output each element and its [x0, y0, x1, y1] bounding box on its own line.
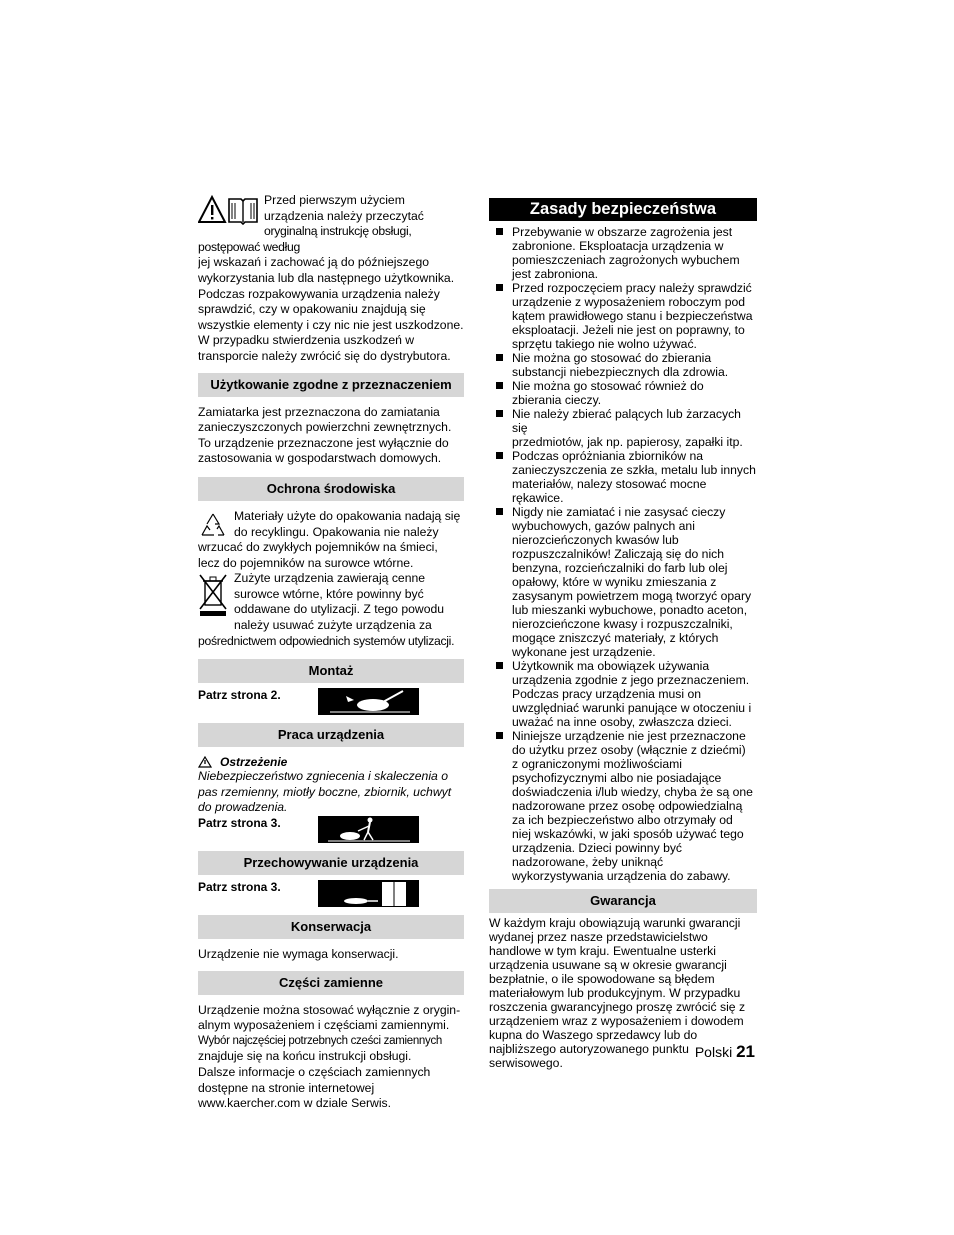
text-line: oddawane do utylizacji. Z tego powodu	[234, 602, 445, 617]
text-line: Podczas rozpakowywania urządzenia należy	[198, 286, 440, 301]
text-line: należy usuwać zużyte urządzenia za	[234, 618, 432, 633]
text-line: Urządzenie można stosować wyłącznie z orygin-	[198, 1002, 461, 1017]
text-line: To urządzenie przeznaczone jest wyłącznie do	[198, 435, 449, 450]
text-line: rozpuszczalników! Zaliczają się do nich	[512, 547, 725, 561]
text-line: substancji niebezpiecznych dla zdrowia.	[512, 365, 729, 379]
text-line: materiałowym lub produkcyjnym. W przypadku	[489, 986, 741, 1000]
text-line: wykorzystania lub dla następnego użytkownika.	[198, 270, 455, 285]
left-column	[198, 193, 464, 1112]
text-line: niej wskazówki, w jaki sposób używać tego	[512, 827, 744, 841]
see-page-row	[198, 688, 464, 715]
text-line: jest zabroniona.	[512, 267, 599, 281]
text-line: z ograniczonymi możliwościami	[512, 757, 682, 771]
text-line: Zamiatarka jest przeznaczona do zamiatania	[198, 404, 440, 419]
safety-list-item	[489, 729, 757, 883]
text-line: lecz do pojemników na surowce wtórne.	[198, 555, 414, 570]
text-line: psychofizycznymi albo nie posiadające	[512, 771, 722, 785]
text-line: Wybór najczęściej potrzebnych cześci zamiennych	[198, 1034, 443, 1047]
text-line: doświadczenia i/lub wiedzy, chyba że są one	[512, 785, 753, 799]
warning-heading	[198, 755, 464, 769]
text-line: Nigdy nie zamiatać i nie zasysać cieczy	[512, 505, 726, 519]
text-line: alnym wyposażeniem i częściami zamiennymi.	[198, 1018, 450, 1033]
see-page-text: Patrz strona 2.	[198, 688, 281, 703]
safety-list-item	[489, 659, 757, 729]
text-line: zabronione. Eksploatacja urządzenia w	[512, 239, 724, 253]
section-heading-assembly: Montaż	[198, 659, 464, 683]
text-line: Urządzenie nie wymaga konserwacji.	[198, 947, 399, 962]
text-line: Materiały użyte do opakowania nadają się	[234, 508, 461, 523]
see-page-text: Patrz strona 3.	[198, 880, 281, 895]
text-line: Przebywanie w obszarze zagrożenia jest	[512, 225, 733, 239]
text-line: uwzględniać warunki panujące w otoczeniu i	[512, 701, 752, 715]
safety-list-item	[489, 379, 757, 407]
safety-list-item	[489, 225, 757, 281]
text-line: Przed pierwszym użyciem	[264, 193, 405, 207]
safety-list-item	[489, 407, 757, 449]
section-heading-operation: Praca urządzenia	[198, 723, 464, 747]
text-line: do recyklingu. Opakowania nie należy	[234, 524, 439, 539]
text-line: Podczas pracy urządzenia musi on	[512, 687, 702, 701]
text-line: wykorzystywania urządzenia do zabawy.	[512, 869, 731, 883]
text-line: kupna do Waszego sprzedawcy lub do	[489, 1028, 698, 1042]
text-line: mogące zniszczyć materiały, z których	[512, 631, 719, 645]
text-line: surowce wtórne, które powinny być	[234, 586, 424, 601]
text-line: benzyna, rozcieńczalniki do farb lub olej	[512, 561, 728, 575]
text-line: urządzenia zgodnie z jego przeznaczeniem.	[512, 673, 750, 687]
text-line: sprzętu takiego nie wolno używać.	[512, 337, 697, 351]
text-line: Nie należy zbierać palących lub żarzacych się	[512, 407, 741, 435]
text-line: Przed rozpoczęciem pracy należy sprawdzić	[512, 281, 752, 295]
warning-title: Ostrzeżenie	[220, 755, 288, 770]
safety-list	[489, 225, 757, 883]
section-heading-spare-parts: Części zamienne	[198, 971, 464, 995]
crossed-bin-icon	[198, 573, 228, 618]
text-line: Podczas opróżniania zbiorników na	[512, 449, 704, 463]
text-line: zasysanym powietrzem mogą tworzyć opary	[512, 589, 752, 603]
text-line: zanieczyszczenia ze szkła, metalu lub innych	[512, 463, 756, 477]
text-line: urządzenie z wyposażeniem roboczym pod	[512, 295, 746, 309]
text-line: W każdym kraju obowiązują warunki gwarancji	[489, 916, 741, 930]
warning-manual-icon	[198, 195, 258, 225]
safety-list-item	[489, 281, 757, 351]
operation-illustration	[318, 816, 419, 843]
storage-illustration	[318, 880, 419, 907]
safety-list-item	[489, 449, 757, 505]
text-line: dostępne na stronie internetowej	[198, 1080, 375, 1095]
text-line: nierozcieńczone kwasy i rozpuszczalniki,	[512, 617, 733, 631]
safety-list-item	[489, 351, 757, 379]
text-line: nadzorowane przez osobę odpowiedzialną	[512, 799, 743, 813]
section-heading-warranty: Gwarancja	[489, 889, 757, 913]
text-line: urządzenia należy przeczytać	[264, 208, 424, 223]
safety-list-item	[489, 505, 757, 659]
text-line: materiałów, nalezy stosować mocne rękawice.	[512, 477, 707, 505]
text-line: wykonane jest urządzenie.	[512, 645, 656, 659]
text-line: transporcie należy zwrócić się do dystrybutora.	[198, 348, 451, 363]
text-line: kątem prawidłowego stanu i bezpieczeństwa	[512, 309, 753, 323]
text-line: pomieszczeniach zagrożonych wybuchem	[512, 253, 740, 267]
text-line: Nie można go stosować do zbierania	[512, 351, 712, 365]
text-line: wrzucać do zwykłych pojemników na śmieci,	[198, 540, 438, 555]
text-line: sprawdzić, czy w opakowaniu znajdują się	[198, 302, 426, 317]
text-line: Użytkownik ma obowiązek używania	[512, 659, 710, 673]
text-line: zastosowania w gospodarstwach domowych.	[198, 451, 442, 466]
right-column	[489, 198, 757, 1070]
text-line: Dalsze informacje o częściach zamiennych	[198, 1065, 431, 1079]
section-heading-environment: Ochrona środowiska	[198, 477, 464, 501]
text-line: przedmiotów, jak np. papierosy, zapałki itp.	[512, 435, 743, 449]
text-line: nadzorowane, żeby uniknąć	[512, 855, 664, 869]
text-line: opałowy, które w wyniku zmieszania z	[512, 575, 717, 589]
text-line: oryginalną instrukcję obsługi, postępować według	[198, 224, 412, 254]
text-line: bezpłatnie, o ile spowodowane są błędem	[489, 972, 715, 986]
text-line: jej wskazań i zachować ją do późniejszego	[198, 255, 430, 270]
text-line: W przypadku stwierdzenia uszkodzeń w	[198, 333, 415, 348]
text-line: urządzenia. Dzieci powinny być	[512, 841, 683, 855]
text-line: znajduje się na końcu instrukcji obsługi.	[198, 1049, 412, 1064]
text-line: urządzenia usuwane są w okresie gwarancji	[489, 958, 727, 972]
text-line: Niebezpieczeństwo zgniecenia i skaleczenia o	[198, 769, 448, 784]
assembly-illustration	[318, 688, 419, 715]
page-number: 21	[736, 1042, 755, 1061]
recycling-icon	[198, 511, 228, 539]
text-line: handlowe w tym kraju. Ewentualne usterki	[489, 944, 716, 958]
text-line: za ich bezpieczeństwo albo otrzymały od	[512, 813, 733, 827]
text-line: najbliższego autoryzowanego punktu	[489, 1042, 689, 1056]
text-line: Zużyte urządzenia zawierają cenne	[234, 571, 426, 586]
see-page-row	[198, 816, 464, 843]
text-line: nierozcieńczonych kwasów lub	[512, 533, 679, 547]
page-footer	[695, 1042, 755, 1062]
text-line: zbierania cieczy.	[512, 393, 602, 407]
see-page-row	[198, 880, 464, 907]
text-line: roszczenia gwarancyjnego proszę zwrócić się z	[489, 1000, 746, 1014]
weee-block	[198, 571, 464, 649]
text-line: serwisowego.	[489, 1056, 563, 1070]
section-heading-storage: Przechowywanie urządzenia	[198, 851, 464, 875]
text-line: do użytku przez osoby (włącznie z dziećmi)	[512, 743, 746, 757]
text-line: pas rzemienny, miotły boczne, zbiornik, uchwyt	[198, 784, 452, 799]
text-line: do prowadzenia.	[198, 800, 288, 815]
text-line: www.kaercher.com w dziale Serwis.	[198, 1096, 392, 1111]
text-line: uważać na inne osoby, zwłaszcza dzieci.	[512, 715, 732, 729]
text-line: urządzeniem wraz z wyposażeniem i dowodem	[489, 1014, 744, 1028]
see-page-text: Patrz strona 3.	[198, 816, 281, 831]
text-line: wydanej przez nasze przedstawicielstwo	[489, 930, 708, 944]
intro-block	[198, 193, 464, 365]
text-line: Nie można go stosować również do	[512, 379, 704, 393]
text-line: wybuchowych, gazów palnych ani	[512, 519, 695, 533]
section-heading-intended-use: Użytkowanie zgodne z przeznaczeniem	[198, 373, 464, 397]
section-heading-maintenance: Konserwacja	[198, 915, 464, 939]
warning-icon	[198, 756, 212, 768]
recycling-block	[198, 509, 464, 571]
safety-heading: Zasady bezpieczeństwa	[489, 198, 757, 221]
text-line: zanieczyszczonych powierzchni zewnętrznych.	[198, 420, 452, 435]
footer-language: Polski	[694, 1044, 733, 1060]
text-line: lub mieszanki wybuchowe, ponadto aceton,	[512, 603, 748, 617]
text-line: eksploatacji. Jeżeli nie jest on poprawny, to	[512, 323, 745, 337]
text-line: wszystkie elementy i czy nic nie jest uszkodzone.	[198, 317, 464, 332]
text-line: pośrednictwem odpowiednich systemów utylizacji.	[198, 633, 455, 648]
text-line: Niniejsze urządzenie nie jest przeznaczone	[512, 729, 746, 743]
